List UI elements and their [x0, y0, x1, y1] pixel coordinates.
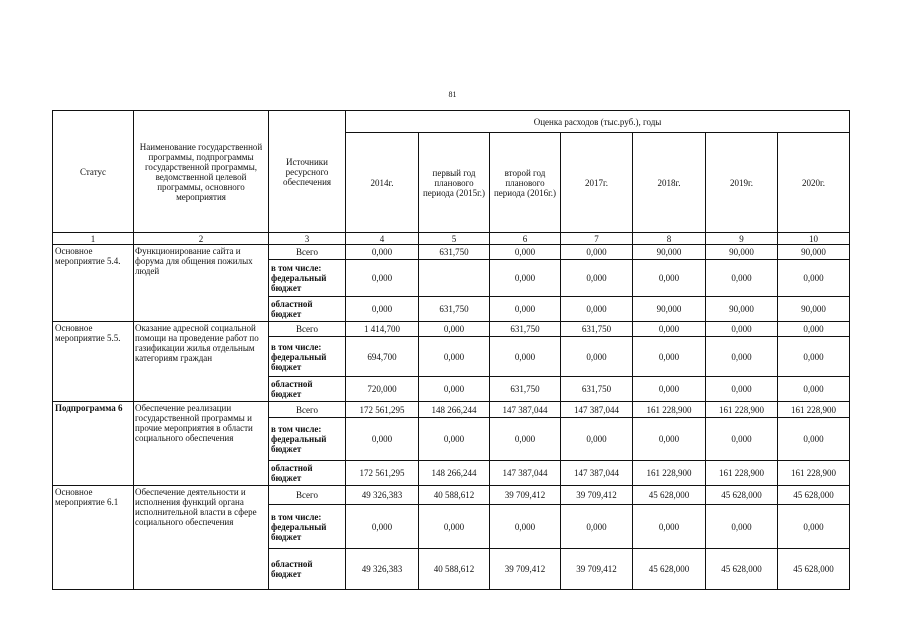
value-cell: 39 709,412	[561, 486, 633, 505]
value-cell: 0,000	[778, 337, 850, 377]
value-cell: 172 561,295	[346, 402, 419, 418]
value-cell: 148 266,244	[419, 461, 490, 486]
table-row	[53, 402, 850, 418]
value-cell: 0,000	[346, 297, 419, 322]
value-cell: 0,000	[778, 418, 850, 461]
value-cell: 0,000	[633, 418, 706, 461]
source-cell: в том числе: федеральный бюджет	[269, 418, 346, 461]
source-cell: Всего	[269, 322, 346, 337]
status-cell: Основное мероприятие 5.5.	[53, 322, 134, 402]
column-number: 6	[490, 233, 561, 245]
source-cell: областной бюджет	[269, 377, 346, 402]
value-cell: 631,750	[490, 377, 561, 402]
column-number: 5	[419, 233, 490, 245]
value-cell: 39 709,412	[490, 549, 561, 590]
value-cell: 147 387,044	[561, 461, 633, 486]
value-cell: 40 588,612	[419, 549, 490, 590]
value-cell: 0,000	[490, 260, 561, 297]
value-cell: 147 387,044	[561, 402, 633, 418]
value-cell: 161 228,900	[778, 461, 850, 486]
value-cell: 45 628,000	[633, 549, 706, 590]
value-cell: 45 628,000	[633, 486, 706, 505]
value-cell: 147 387,044	[490, 402, 561, 418]
value-cell: 0,000	[778, 377, 850, 402]
column-number: 8	[633, 233, 706, 245]
header-name: Наименование государственной программы, подпрограммы государственной программы, ведомственной целевой программы, основного мероприятия	[134, 111, 269, 233]
value-cell: 0,000	[633, 337, 706, 377]
value-cell: 631,750	[561, 377, 633, 402]
header-sources: Источники ресурсного обеспечения	[269, 111, 346, 233]
value-cell: 0,000	[706, 337, 778, 377]
status-cell: Основное мероприятие 6.1	[53, 486, 134, 590]
value-cell: 0,000	[419, 337, 490, 377]
value-cell: 720,000	[346, 377, 419, 402]
value-cell: 0,000	[419, 377, 490, 402]
page-number: 81	[448, 90, 457, 99]
source-cell: областной бюджет	[269, 297, 346, 322]
value-cell: 90,000	[633, 245, 706, 260]
table-row	[53, 322, 850, 337]
source-cell: областной бюджет	[269, 461, 346, 486]
value-cell: 0,000	[490, 337, 561, 377]
value-cell: 0,000	[561, 297, 633, 322]
program-name-cell: Оказание адресной социальной помощи на проведение работ по газификации жилья отдельным категориям граждан	[134, 322, 269, 402]
value-cell: 0,000	[706, 505, 778, 549]
source-cell: Всего	[269, 402, 346, 418]
value-cell: 0,000	[419, 322, 490, 337]
value-cell: 172 561,295	[346, 461, 419, 486]
value-cell: 0,000	[419, 505, 490, 549]
value-cell: 0,000	[706, 377, 778, 402]
value-cell: 631,750	[419, 245, 490, 260]
value-cell: 0,000	[561, 337, 633, 377]
value-cell: 148 266,244	[419, 402, 490, 418]
value-cell: 0,000	[561, 505, 633, 549]
header-year: 2014г.	[346, 133, 419, 233]
value-cell: 147 387,044	[490, 461, 561, 486]
status-cell: Подпрограмма 6	[53, 402, 134, 486]
header-status: Статус	[53, 111, 134, 233]
value-cell: 0,000	[706, 418, 778, 461]
program-name-cell: Обеспечение реализации государственной программы и прочие мероприятия в области социального обеспечения	[134, 402, 269, 486]
column-number: 10	[778, 233, 850, 245]
value-cell: 90,000	[706, 245, 778, 260]
value-cell: 90,000	[778, 297, 850, 322]
value-cell: 0,000	[778, 322, 850, 337]
value-cell: 0,000	[346, 260, 419, 297]
value-cell: 1 414,700	[346, 322, 419, 337]
value-cell: 0,000	[490, 418, 561, 461]
program-name-cell: Обеспечение деятельности и исполнения функций органа исполнительной власти в сфере социального обеспечения	[134, 486, 269, 590]
value-cell: 45 628,000	[778, 486, 850, 505]
value-cell: 90,000	[633, 297, 706, 322]
value-cell: 0,000	[419, 418, 490, 461]
value-cell: 631,750	[561, 322, 633, 337]
value-cell: 0,000	[633, 505, 706, 549]
value-cell: 49 326,383	[346, 549, 419, 590]
header-year: 2020г.	[778, 133, 850, 233]
header-year: 2017г.	[561, 133, 633, 233]
value-cell: 0,000	[561, 260, 633, 297]
header-year: второй год планового периода (2016г.)	[490, 133, 561, 233]
value-cell: 161 228,900	[706, 461, 778, 486]
header-estimate: Оценка расходов (тыс.руб.), годы	[346, 111, 850, 133]
status-cell: Основное мероприятие 5.4.	[53, 245, 134, 322]
value-cell: 39 709,412	[561, 549, 633, 590]
value-cell: 161 228,900	[633, 402, 706, 418]
value-cell: 45 628,000	[778, 549, 850, 590]
header-year: первый год планового периода (2015г.)	[419, 133, 490, 233]
column-number: 7	[561, 233, 633, 245]
header-year: 2018г.	[633, 133, 706, 233]
value-cell: 40 588,612	[419, 486, 490, 505]
source-cell: в том числе: федеральный бюджет	[269, 260, 346, 297]
column-number: 3	[269, 233, 346, 245]
value-cell: 45 628,000	[706, 549, 778, 590]
source-cell: в том числе: федеральный бюджет	[269, 505, 346, 549]
value-cell: 161 228,900	[778, 402, 850, 418]
table-row	[53, 245, 850, 260]
source-cell: Всего	[269, 486, 346, 505]
value-cell: 0,000	[706, 260, 778, 297]
source-cell: в том числе: федеральный бюджет	[269, 337, 346, 377]
value-cell: 0,000	[706, 322, 778, 337]
value-cell: 90,000	[706, 297, 778, 322]
value-cell: 0,000	[778, 260, 850, 297]
header-year: 2019г.	[706, 133, 778, 233]
value-cell: 0,000	[561, 245, 633, 260]
value-cell: 0,000	[490, 297, 561, 322]
value-cell: 49 326,383	[346, 486, 419, 505]
program-name-cell: Функционирование сайта и форума для общения пожилых людей	[134, 245, 269, 322]
column-number: 2	[134, 233, 269, 245]
value-cell: 0,000	[346, 245, 419, 260]
column-number: 1	[53, 233, 134, 245]
value-cell: 0,000	[778, 505, 850, 549]
value-cell: 694,700	[346, 337, 419, 377]
value-cell: 0,000	[633, 377, 706, 402]
table-row	[53, 486, 850, 505]
value-cell: 0,000	[490, 245, 561, 260]
source-cell: областной бюджет	[269, 549, 346, 590]
column-number: 4	[346, 233, 419, 245]
value-cell: 631,750	[419, 297, 490, 322]
value-cell: 0,000	[346, 505, 419, 549]
value-cell: 39 709,412	[490, 486, 561, 505]
value-cell: 0,000	[633, 322, 706, 337]
value-cell: 0,000	[490, 505, 561, 549]
value-cell: 0,000	[561, 418, 633, 461]
source-cell: Всего	[269, 245, 346, 260]
value-cell: 0,000	[633, 260, 706, 297]
value-cell	[419, 260, 490, 297]
value-cell: 161 228,900	[633, 461, 706, 486]
value-cell: 161 228,900	[706, 402, 778, 418]
value-cell: 0,000	[346, 418, 419, 461]
column-number: 9	[706, 233, 778, 245]
resource-table	[52, 110, 850, 590]
value-cell: 90,000	[778, 245, 850, 260]
value-cell: 631,750	[490, 322, 561, 337]
value-cell: 45 628,000	[706, 486, 778, 505]
